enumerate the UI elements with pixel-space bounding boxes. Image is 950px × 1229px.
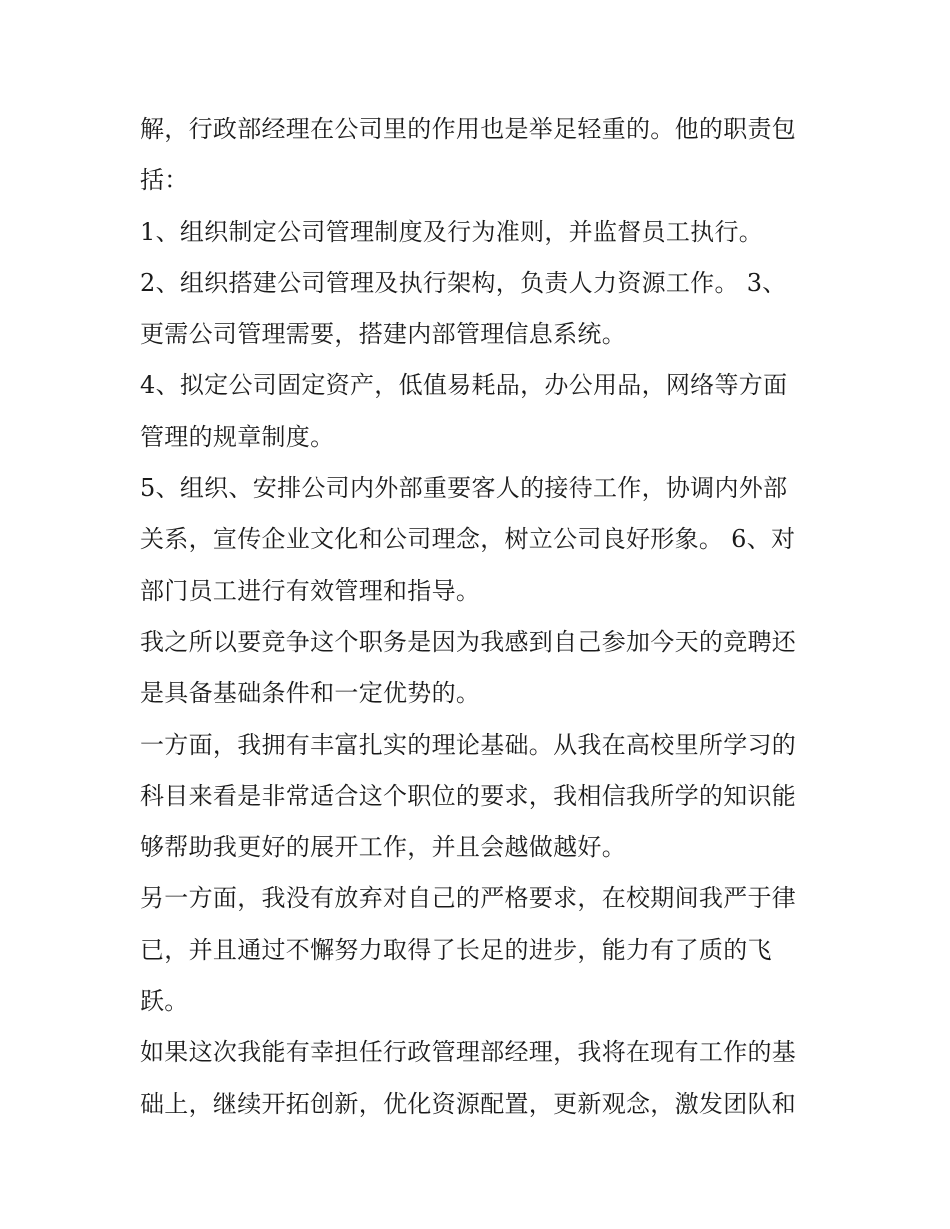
text-line: 如果这次我能有幸担任行政管理部经理，我将在现有工作的基: [140, 1038, 797, 1067]
text-line: 科目来看是非常适合这个职位的要求，我相信我所学的知识能: [140, 781, 797, 810]
text-line: 一方面，我拥有丰富扎实的理论基础。从我在高校里所学习的: [140, 730, 797, 759]
text-line: 关系，宣传企业文化和公司理念，树立公司良好形象。 6、对: [140, 525, 796, 554]
text-line: 更需公司管理需要，搭建内部管理信息系统。: [140, 320, 626, 349]
text-line: 括：: [140, 166, 189, 195]
text-line: 础上，继续开拓创新，优化资源配置，更新观念，激发团队和: [140, 1089, 797, 1118]
text-line: 另一方面，我没有放弃对自己的严格要求，在校期间我严于律: [140, 884, 797, 913]
text-line: 我之所以要竞争这个职务是因为我感到自己参加今天的竞聘还: [140, 627, 797, 656]
text-line: 管理的规章制度。: [140, 422, 335, 451]
text-line: 够帮助我更好的展开工作，并且会越做越好。: [140, 833, 626, 862]
text-line: 是具备基础条件和一定优势的。: [140, 679, 481, 708]
text-line: 解，行政部经理在公司里的作用也是举足轻重的。他的职责包: [140, 115, 797, 143]
text-line: 2、组织搭建公司管理及执行架构，负责人力资源工作。 3、: [140, 268, 787, 297]
text-line: 跃。: [140, 987, 189, 1016]
text-line: 部门员工进行有效管理和指导。: [140, 576, 481, 605]
text-line: 4、拟定公司固定资产，低值易耗品，办公用品，网络等方面: [140, 371, 788, 400]
text-line: 已，并且通过不懈努力取得了长足的进步，能力有了质的飞: [140, 935, 772, 964]
body-text: [140, 104, 830, 1130]
text-line: 1、组织制定公司管理制度及行为准则，并监督员工执行。: [140, 217, 764, 246]
text-line: 5、组织、安排公司内外部重要客人的接待工作，协调内外部: [140, 474, 788, 503]
